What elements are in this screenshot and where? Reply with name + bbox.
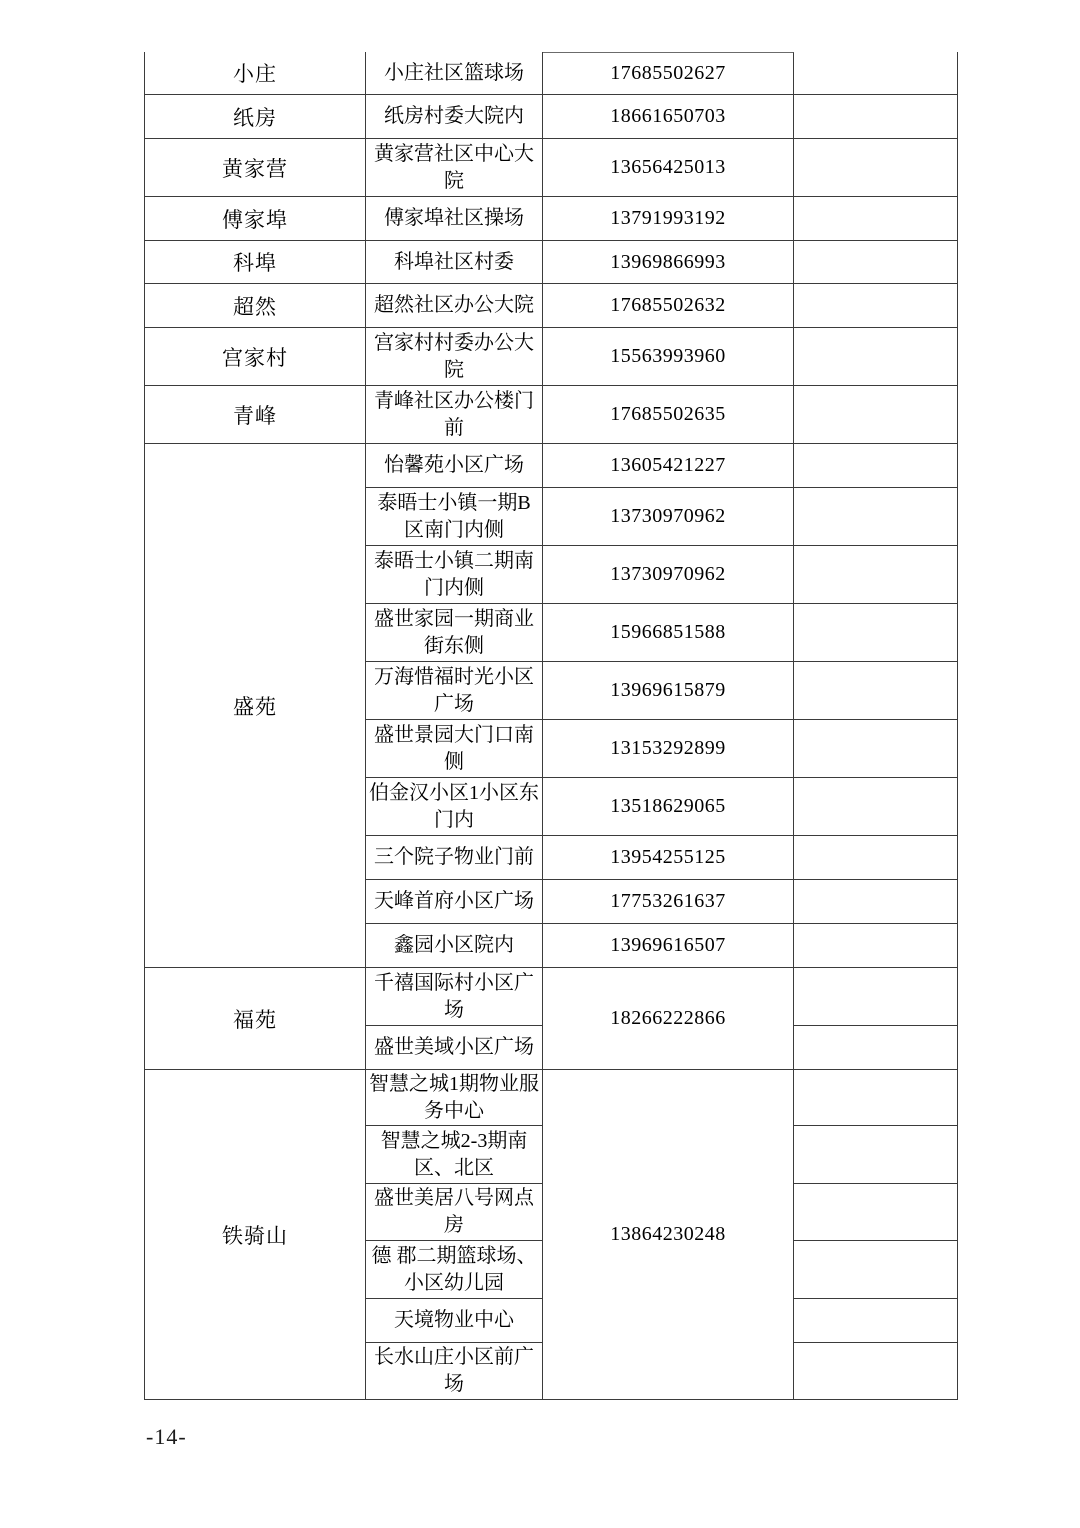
name-cell: 科埠 [145,241,366,284]
name-cell: 铁骑山 [145,1070,366,1400]
phone-cell: 18266222866 [543,968,794,1070]
name-cell: 福苑 [145,968,366,1070]
location-cell: 天峰首府小区广场 [366,880,543,924]
phone-cell: 13954255125 [543,836,794,880]
location-cell: 鑫园小区院内 [366,924,543,968]
location-cell: 宫家村村委办公大院 [366,328,543,386]
name-cell: 超然 [145,284,366,328]
phone-cell: 13864230248 [543,1070,794,1400]
empty-cell [794,1299,958,1343]
location-cell: 伯金汉小区1小区东门内 [366,778,543,836]
location-cell: 智慧之城1期物业服务中心 [366,1070,543,1126]
empty-cell [794,444,958,488]
empty-cell [794,139,958,197]
name-cell: 傅家埠 [145,197,366,241]
location-cell: 德 郡二期篮球场、小区幼儿园 [366,1241,543,1299]
phone-cell: 17685502635 [543,386,794,444]
empty-cell [794,95,958,139]
location-cell: 盛世美居八号网点房 [366,1184,543,1241]
location-cell: 智慧之城2-3期南区、北区 [366,1126,543,1184]
empty-cell [794,1241,958,1299]
empty-cell [794,1184,958,1241]
phone-cell: 17753261637 [543,880,794,924]
location-cell: 科埠社区村委 [366,241,543,284]
phone-cell: 15966851588 [543,604,794,662]
phone-cell: 13791993192 [543,197,794,241]
phone-cell: 15563993960 [543,328,794,386]
phone-cell: 13656425013 [543,139,794,197]
location-cell: 青峰社区办公楼门前 [366,386,543,444]
empty-cell [794,546,958,604]
phone-cell: 13969615879 [543,662,794,720]
location-cell: 傅家埠社区操场 [366,197,543,241]
empty-cell [794,488,958,546]
empty-cell [794,284,958,328]
location-cell: 小庄社区篮球场 [366,52,543,95]
location-cell: 纸房村委大院内 [366,95,543,139]
name-cell: 宫家村 [145,328,366,386]
phone-cell: 17685502627 [543,52,794,95]
empty-cell [794,1070,958,1126]
empty-cell [794,1343,958,1400]
empty-cell [794,662,958,720]
location-cell: 超然社区办公大院 [366,284,543,328]
page-number: -14- [146,1424,187,1449]
location-cell: 黄家营社区中心大院 [366,139,543,197]
empty-cell [794,52,958,95]
location-cell: 泰晤士小镇一期B区南门内侧 [366,488,543,546]
location-cell: 长水山庄小区前广场 [366,1343,543,1400]
phone-cell: 13605421227 [543,444,794,488]
phone-cell: 18661650703 [543,95,794,139]
location-cell: 盛世家园一期商业街东侧 [366,604,543,662]
contact-table [144,52,958,1400]
location-cell: 盛世美域小区广场 [366,1026,543,1070]
phone-cell: 13969616507 [543,924,794,968]
name-cell: 黄家营 [145,139,366,197]
phone-cell: 17685502632 [543,284,794,328]
location-cell: 千禧国际村小区广场 [366,968,543,1026]
empty-cell [794,1126,958,1184]
location-cell: 天境物业中心 [366,1299,543,1343]
name-cell: 纸房 [145,95,366,139]
name-cell: 盛苑 [145,444,366,968]
empty-cell [794,241,958,284]
empty-cell [794,197,958,241]
empty-cell [794,604,958,662]
location-cell: 盛世景园大门口南侧 [366,720,543,778]
empty-cell [794,1026,958,1070]
phone-cell: 13969866993 [543,241,794,284]
empty-cell [794,924,958,968]
empty-cell [794,836,958,880]
phone-cell: 13518629065 [543,778,794,836]
empty-cell [794,328,958,386]
phone-cell: 13153292899 [543,720,794,778]
empty-cell [794,968,958,1026]
location-cell: 万海惜福时光小区广场 [366,662,543,720]
empty-cell [794,720,958,778]
location-cell: 泰晤士小镇二期南门内侧 [366,546,543,604]
name-cell: 青峰 [145,386,366,444]
empty-cell [794,386,958,444]
empty-cell [794,778,958,836]
phone-cell: 13730970962 [543,488,794,546]
empty-cell [794,880,958,924]
location-cell: 怡馨苑小区广场 [366,444,543,488]
name-cell: 小庄 [145,52,366,95]
location-cell: 三个院子物业门前 [366,836,543,880]
phone-cell: 13730970962 [543,546,794,604]
